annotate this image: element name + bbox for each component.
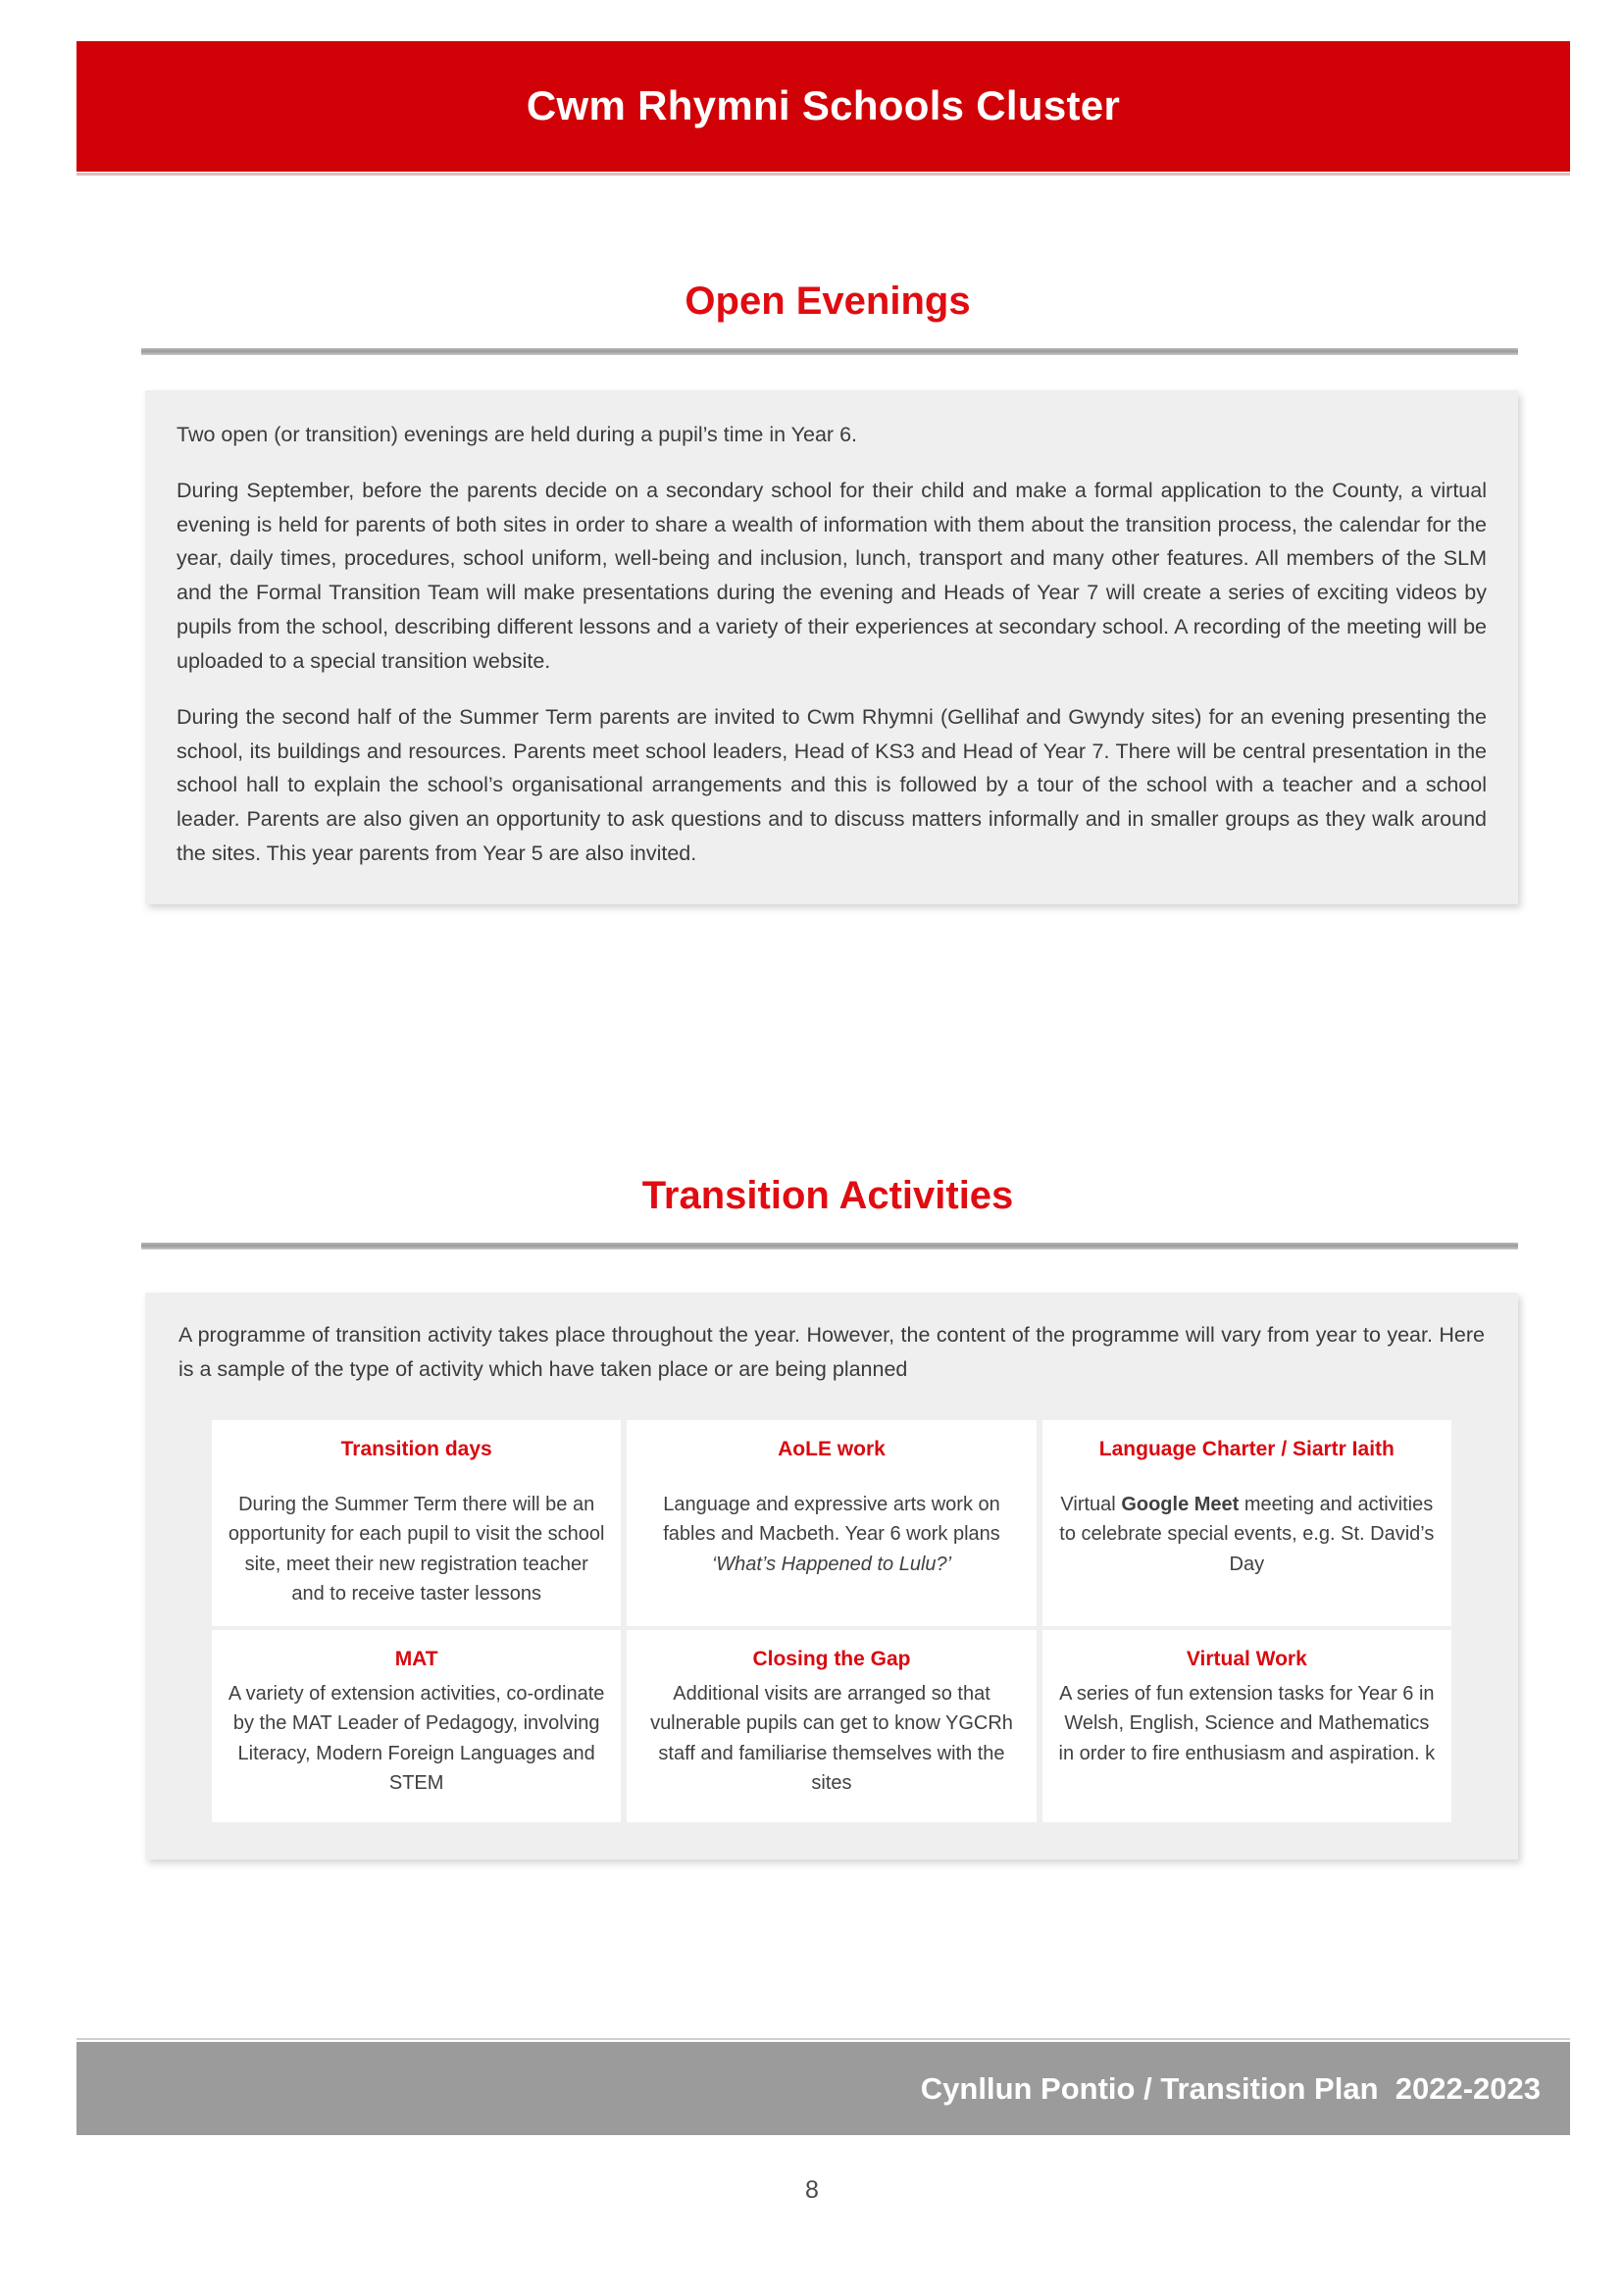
section-heading-label: Transition Activities <box>641 1174 1014 1217</box>
activity-card-body <box>642 1490 1020 1579</box>
footer-bar <box>76 2042 1570 2135</box>
open-evenings-panel <box>145 390 1518 904</box>
activity-card-aole-work <box>627 1420 1036 1627</box>
section-heading-open-evenings <box>141 279 1514 324</box>
open-evenings-paragraph-2: During September, before the parents decide on a secondary school for their child and make a formal application to the County, a virtual evening is held for parents of both sites in order to share a wealth of information with them about the transition process, the calendar for the year, daily times, procedures, school uniform, well-being and inclusion, lunch, transport and many other features. All members of the SLM and the Formal Transition Team will make presentations during the evening and Heads of Year 7 will create a series of exciting videos by pupils from the school, describing different lessons and a variety of their experiences at secondary school. A recording of the meeting will be uploaded to a special transition website. <box>177 478 1487 673</box>
section-rule-transition-activities <box>141 1243 1518 1249</box>
activity-card-mat <box>212 1630 621 1822</box>
section-rule-open-evenings <box>141 348 1518 355</box>
activity-card-virtual-work <box>1042 1630 1451 1822</box>
open-evenings-paragraph-3: During the second half of the Summer Term parents are invited to Cwm Rhymni (Gellihaf and Gwyndy sites) for an evening presenting the school, its buildings and resources. Parents meet school leaders, Head of KS3 and Head of Year 7. There will be central presentation in the school hall to explain the school’s organisational arrangements and this is followed by a tour of the school with a teacher and a school leader. Parents are also given an opportunity to ask questions and to discuss matters informally and in smaller groups as they walk around the sites. This year parents from Year 5 are also invited. <box>177 704 1487 866</box>
activity-card-title: Virtual Work <box>1186 1648 1307 1671</box>
activity-card-transition-days <box>212 1420 621 1627</box>
page-number: 8 <box>805 2176 819 2204</box>
open-evenings-paragraph-1: Two open (or transition) evenings are held during a pupil’s time in Year 6. <box>177 423 857 446</box>
activity-card-body: A series of fun extension tasks for Year 6 in Welsh, English, Science and Mathematics in order to fire enthusiasm and aspiration. k <box>1058 1682 1436 1764</box>
header-banner <box>76 41 1570 172</box>
activity-body-bold-term: Google Meet <box>1121 1493 1240 1515</box>
footer-divider <box>76 2038 1570 2040</box>
activity-card-language-charter <box>1042 1420 1451 1627</box>
activity-card-title: Closing the Gap <box>752 1648 911 1671</box>
activity-body-italic-title: ‘What’s Happened to Lulu?’ <box>711 1553 952 1575</box>
page-title: Cwm Rhymni Schools Cluster <box>526 82 1121 129</box>
activity-card-title: Language Charter / Siartr Iaith <box>1098 1437 1395 1460</box>
transition-activities-panel <box>145 1293 1518 1860</box>
activity-grid <box>175 1420 1489 1823</box>
activity-card-title: MAT <box>394 1648 438 1671</box>
activity-card-title: Transition days <box>340 1437 492 1460</box>
activity-card-body <box>1058 1490 1436 1579</box>
activity-card-body: Additional visits are arranged so that vulnerable pupils can get to know YGCRh staff and familiarise themselves with the sites <box>650 1682 1013 1794</box>
header-underline-divider <box>76 173 1570 176</box>
transition-activities-intro: A programme of transition activity takes place throughout the year. However, the content of the programme will vary from year to year. Here is a sample of the type of activity which have taken place or are being planned <box>178 1323 1485 1381</box>
activity-card-body: During the Summer Term there will be an opportunity for each pupil to visit the school site, meet their new registration teacher and to receive taster lessons <box>228 1493 605 1606</box>
section-heading-label: Open Evenings <box>685 280 971 323</box>
activity-body-text: meeting and activities to celebrate special events, e.g. St. David’s Day <box>1059 1493 1435 1575</box>
activity-body-text: Virtual <box>1060 1493 1122 1515</box>
section-heading-transition-activities <box>141 1173 1514 1218</box>
activity-card-title: AoLE work <box>778 1437 886 1460</box>
activity-card-body: A variety of extension activities, co-ordinate by the MAT Leader of Pedagogy, involving Literacy, Modern Foreign Languages and STEM <box>228 1682 605 1794</box>
activity-body-text: Language and expressive arts work on fables and Macbeth. Year 6 work plans <box>663 1493 1000 1546</box>
footer-title: Cynllun Pontio / Transition Plan 2022-2023 <box>920 2070 1541 2106</box>
activity-card-closing-the-gap <box>627 1630 1036 1822</box>
